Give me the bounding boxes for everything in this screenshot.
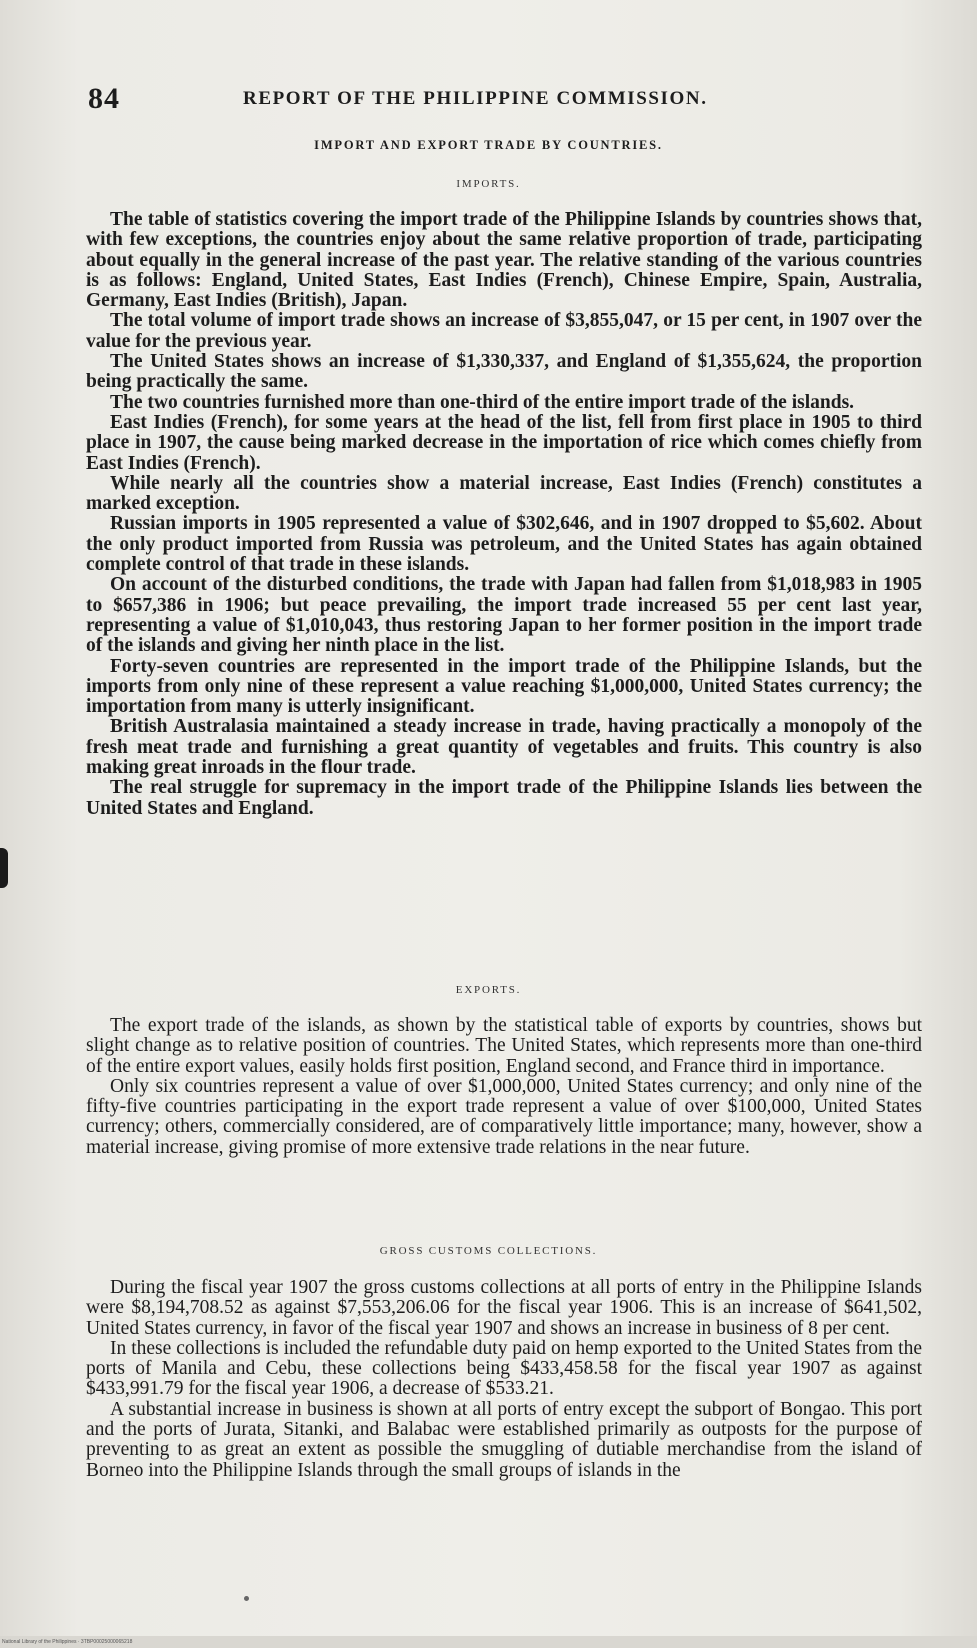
paragraph: The real struggle for supremacy in the import trade of the Philippine Islands lies between the United States and England. [86,777,922,819]
scan-credit: National Library of the Philippines · 3TBP00025000065218 [2,1639,133,1645]
ink-speck [244,1596,249,1601]
imports-text [86,210,922,819]
subsection-title-customs: GROSS CUSTOMS COLLECTIONS. [379,1245,598,1257]
page-number: 84 [88,82,120,115]
paragraph: Forty-seven countries are represented in the import trade of the Philippine Islands, but the imports from only nine of these represent a value reaching $1,000,000, United States currency; the importation from many is utterly insignificant. [86,655,922,718]
paragraph: Only six countries represent a value of over $1,000,000, United States currency; and only nine of the fifty-five countries participating in the export trade represent a value of over $100,000, United States currency; others, commercially considered, are of comparatively little importance; many, however, show a material increase, giving promise of more extensive trade relations in the near future. [86,1075,922,1158]
paragraph: During the fiscal year 1907 the gross customs collections at all ports of entry in the Philippine Islands were $8,194,708.52 as against $7,553,206.06 for the fiscal year 1906. This is an increase of $641,502, United States currency, in favor of the fiscal year 1907 and shows an increase in business of 8 per cent. [86,1277,922,1339]
scan-footer [0,1636,977,1648]
running-head: REPORT OF THE PHILIPPINE COMMISSION. [243,88,708,109]
subsection-title-exports: EXPORTS. [455,984,522,996]
paragraph: A substantial increase in business is shown at all ports of entry except the subport of Bongao. This port and the ports of Jurata, Sitanki, and Balabac were established primarily as outposts for the purpose of preventing to as great an extent as possible the smuggling of dutiable merchandise from the island of Borneo into the Philippine Islands through the small groups of islands in the [86,1398,922,1481]
exports-text [86,1016,922,1158]
customs-text [86,1278,922,1481]
paragraph: The two countries furnished more than one-third of the entire import trade of the islands. [110,391,855,413]
paragraph: The export trade of the islands, as shown by the statistical table of exports by countries, shows but slight change as to relative position of countries. The United States, which represents more than one-third of the entire export values, easily holds first position, England second, and France third in importance. [86,1015,922,1077]
paragraph: On account of the disturbed conditions, the trade with Japan had fallen from $1,018,983 in 1905 to $657,386 in 1906; but peace prevailing, the import trade increased 55 per cent last year, representing a value of $1,010,043, thus restoring Japan to her former position in the import trade of the islands and giving her ninth place in the list. [86,574,922,657]
page-header [88,82,908,118]
paragraph: The table of statistics covering the import trade of the Philippine Islands by countries shows that, with few exceptions, the countries enjoy about the same relative proportion of trade, participating about equally in the general increase of the past year. The relative standing of the various countries is as follows: England, United States, East Indies (French), Chinese Empire, Spain, Australia, Germany, East Indies (British), Japan. [86,209,922,312]
paragraph: Russian imports in 1905 represented a value of $302,646, and in 1907 dropped to $5,602. About the only product imported from Russia was petroleum, and the United States has again obtained complete control of that trade in these islands. [86,513,922,576]
section-title-trade: IMPORT AND EXPORT TRADE BY COUNTRIES. [314,138,663,152]
paragraph: In these collections is included the refundable duty paid on hemp exported to the United States from the ports of Manila and Cebu, these collections being $433,458.58 for the fiscal year 1907 as against $433,991.79 for the fiscal year 1906, a decrease of $533.21. [86,1337,922,1400]
paragraph: East Indies (French), for some years at the head of the list, fell from first place in 1905 to third place in 1907, the cause being marked decrease in the importation of rice which comes chiefly from East Indies (French). [86,411,922,474]
paragraph: British Australasia maintained a steady increase in trade, having practically a monopoly of the fresh meat trade and furnishing a great quantity of vegetables and fruits. This country is also making great inroads in the flour trade. [86,716,922,779]
binding-edge-mark [0,848,8,888]
paragraph: The United States shows an increase of $1,330,337, and England of $1,355,624, the proportion being practically the same. [86,351,922,393]
subsection-title-imports: IMPORTS. [456,178,521,190]
paragraph: The total volume of import trade shows an increase of $3,855,047, or 15 per cent, in 1907 over the value for the previous year. [86,310,922,352]
paragraph: While nearly all the countries show a material increase, East Indies (French) constitutes a marked exception. [86,472,922,515]
